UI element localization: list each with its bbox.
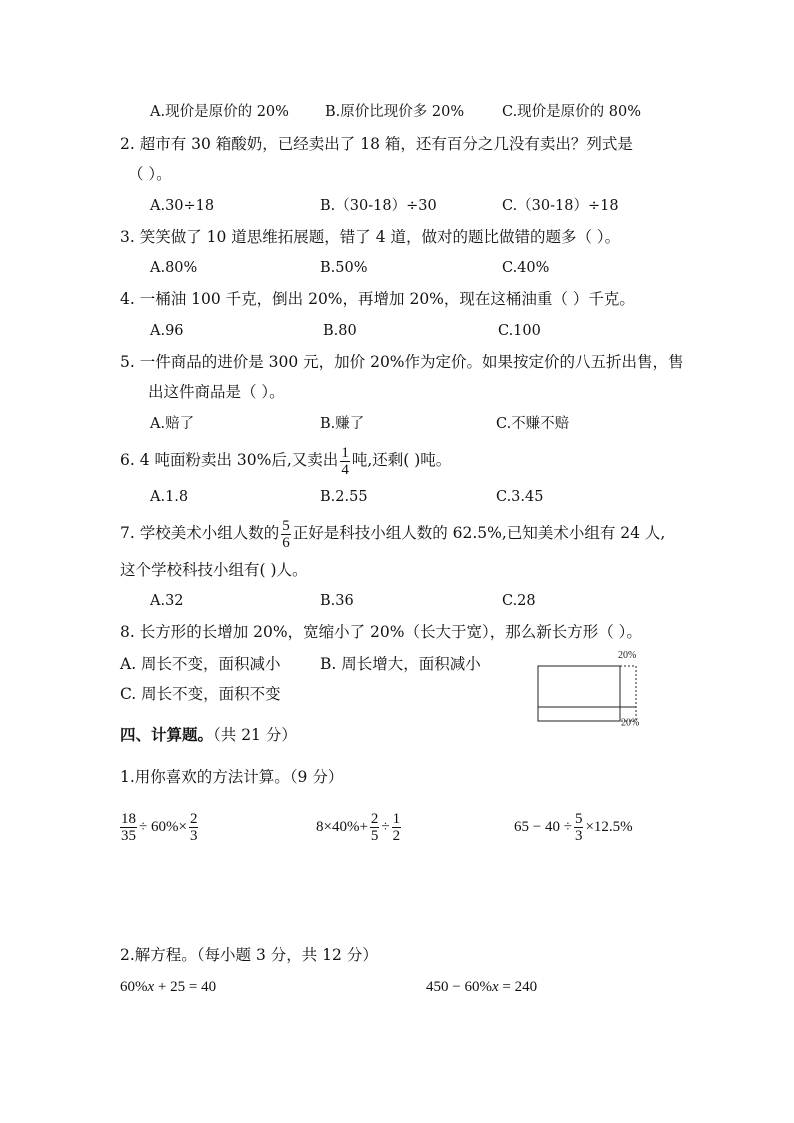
q6-option-b: B.2.55	[320, 489, 368, 505]
q7-option-b: B.36	[320, 593, 354, 609]
fraction-denominator: 4	[341, 461, 349, 478]
fraction-denominator: 6	[282, 534, 290, 551]
q1-option-c: C.现价是原价的 80%	[502, 104, 642, 120]
q1-option-b: B.原价比现价多 20%	[325, 104, 465, 120]
label-length-increase: 20%	[618, 650, 637, 661]
equation-2	[426, 977, 537, 997]
expr-suffix: ×12.5%	[585, 819, 633, 835]
fraction	[189, 811, 199, 844]
fraction	[574, 811, 584, 844]
expr-prefix: 8×40%+	[316, 819, 368, 835]
q7-option-c: C.28	[502, 593, 536, 609]
q6-text	[120, 440, 451, 480]
calc-expression-1	[118, 805, 200, 849]
fraction-numerator: 2	[189, 811, 198, 828]
q6-option-c: C.3.45	[496, 489, 544, 505]
fraction-denominator: 5	[370, 828, 379, 845]
eq-variable: x	[147, 979, 155, 995]
fraction-numerator: 2	[370, 811, 379, 828]
q7-text-pre: 7. 学校美术小组人数的	[120, 524, 280, 542]
original-rectangle	[538, 666, 620, 721]
calc-expression-3	[514, 805, 633, 849]
q2-option-a: A.30÷18	[150, 198, 215, 214]
q5-option-b: B.赚了	[320, 416, 365, 432]
q2-option-c: C.（30-18）÷18	[502, 198, 619, 214]
rectangle-diagram	[530, 644, 650, 728]
fraction-numerator: 1	[392, 811, 401, 828]
q7-text-post: 正好是科技小组人数的 62.5%,已知美术小组有 24 人,	[292, 524, 666, 542]
q5-text-line2: 出这件商品是（ ）。	[148, 383, 285, 401]
fraction	[370, 811, 380, 844]
fraction	[120, 811, 137, 844]
equation-1	[120, 977, 216, 997]
q3-option-a: A.80%	[150, 260, 198, 276]
section4-score: （共 21 分）	[213, 726, 297, 744]
q6-option-a: A.1.8	[150, 489, 189, 505]
q4-option-c: C.100	[498, 323, 541, 339]
sub1-heading: 1.用你喜欢的方法计算。（9 分）	[120, 768, 344, 786]
q8-option-b: B. 周长增大，面积减小	[320, 655, 481, 673]
q7-text-line1	[120, 513, 665, 553]
section4-heading	[120, 725, 297, 745]
fraction-numerator: 5	[574, 811, 583, 828]
q8-option-a: A. 周长不变，面积减小	[120, 655, 281, 673]
q2-option-b: B.（30-18）÷30	[320, 198, 437, 214]
q6-fraction	[340, 445, 350, 478]
q7-option-a: A.32	[150, 593, 184, 609]
fraction-numerator: 18	[121, 811, 136, 828]
q3-option-c: C.40%	[502, 260, 550, 276]
q7-text-line2: 这个学校科技小组有( )人。	[120, 561, 308, 579]
q2-text-line1: 2. 超市有 30 箱酸奶，已经卖出了 18 箱，还有百分之几没有卖出？列式是	[120, 135, 633, 153]
q1-option-a: A.现价是原价的 20%	[150, 104, 289, 120]
fraction-numerator: 5	[282, 517, 290, 534]
label-width-decrease: 20%	[621, 717, 640, 728]
section4-title: 四、计算题。	[120, 725, 214, 744]
q4-option-a: A.96	[150, 323, 184, 339]
eq-suffix: + 25 = 40	[154, 979, 217, 995]
q5-option-a: A.赔了	[150, 416, 195, 432]
expr-operator: ÷ 60%×	[139, 819, 187, 835]
q8-text: 8. 长方形的长增加 20%，宽缩小了 20%（长大于宽），那么新长方形（ ）。	[120, 623, 642, 641]
q4-text: 4. 一桶油 100 千克，倒出 20%，再增加 20%，现在这桶油重（ ）千克。	[120, 290, 635, 308]
eq-prefix: 450 − 60%	[426, 979, 492, 995]
expr-operator: ÷	[381, 819, 390, 835]
eq-suffix: = 240	[498, 979, 538, 995]
q3-text: 3. 笑笑做了 10 道思维拓展题，错了 4 道，做对的题比做错的题多（ ）。	[120, 228, 621, 246]
q7-fraction	[281, 518, 291, 551]
fraction	[392, 811, 402, 844]
length-extension	[620, 666, 636, 721]
eq-variable: x	[491, 979, 499, 995]
q6-text-pre: 6. 4 吨面粉卖出 30%后,又卖出	[120, 451, 339, 469]
sub2-heading: 2.解方程。（每小题 3 分，共 12 分）	[120, 946, 378, 964]
q3-option-b: B.50%	[320, 260, 368, 276]
fraction-numerator: 1	[341, 444, 349, 461]
fraction-denominator: 35	[121, 828, 136, 845]
q4-option-b: B.80	[323, 323, 357, 339]
expr-prefix: 65 − 40 ÷	[514, 819, 572, 835]
q6-text-post: 吨,还剩( )吨。	[351, 451, 452, 469]
q5-text-line1: 5. 一件商品的进价是 300 元，加价 20%作为定价。如果按定价的八五折出售，售	[120, 353, 684, 371]
fraction-denominator: 3	[574, 828, 583, 845]
calc-expression-2	[316, 805, 403, 849]
q2-text-line2: （ ）。	[128, 165, 172, 183]
q8-option-c: C. 周长不变，面积不变	[120, 685, 281, 703]
fraction-denominator: 3	[189, 828, 198, 845]
eq-prefix: 60%	[120, 979, 148, 995]
q5-option-c: C.不赚不赔	[496, 416, 570, 432]
fraction-denominator: 2	[392, 828, 401, 845]
